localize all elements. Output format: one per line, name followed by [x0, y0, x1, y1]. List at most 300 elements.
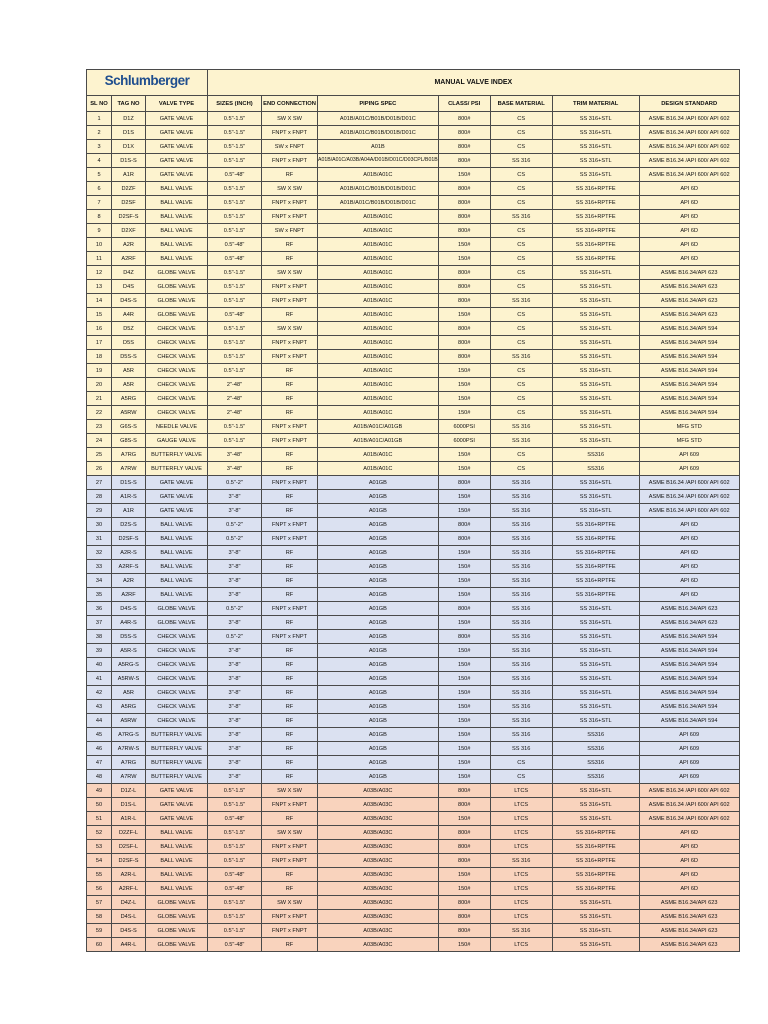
end-connection-cell: FNPT x FNPT: [262, 910, 318, 924]
piping-spec-cell: A01GB: [318, 756, 439, 770]
table-body: [87, 112, 740, 952]
end-connection-cell: FNPT x FNPT: [262, 434, 318, 448]
tag-no-cell: A2RF-S: [112, 560, 146, 574]
trim-material-cell: SS 316+STL: [552, 938, 639, 952]
end-connection-cell: FNPT x FNPT: [262, 476, 318, 490]
column-header: SIZES (INCH): [208, 96, 262, 112]
design-standard-cell: ASME B16.34/API 594: [639, 392, 739, 406]
size-cell: 3"-8": [208, 770, 262, 784]
sl-no-cell: 10: [87, 238, 112, 252]
valve-type-cell: CHECK VALVE: [146, 644, 208, 658]
tag-no-cell: A5RW-S: [112, 672, 146, 686]
size-cell: 3"-8": [208, 686, 262, 700]
design-standard-cell: ASME B16.34/API 594: [639, 364, 739, 378]
valve-type-cell: BALL VALVE: [146, 840, 208, 854]
design-standard-cell: API 609: [639, 770, 739, 784]
sl-no-cell: 8: [87, 210, 112, 224]
size-cell: 0.5"-1.5": [208, 350, 262, 364]
valve-type-cell: BALL VALVE: [146, 196, 208, 210]
tag-no-cell: A7RG-S: [112, 728, 146, 742]
tag-no-cell: D2SF-S: [112, 854, 146, 868]
sl-no-cell: 60: [87, 938, 112, 952]
piping-spec-cell: A01B/A01C: [318, 210, 439, 224]
size-cell: 2"-48": [208, 378, 262, 392]
valve-type-cell: GLOBE VALVE: [146, 266, 208, 280]
column-header: VALVE TYPE: [146, 96, 208, 112]
trim-material-cell: SS 316+STL: [552, 112, 639, 126]
size-cell: 3"-8": [208, 490, 262, 504]
class-cell: 150#: [438, 588, 490, 602]
valve-type-cell: BALL VALVE: [146, 882, 208, 896]
class-cell: 150#: [438, 560, 490, 574]
design-standard-cell: ASME B16.34/API 594: [639, 672, 739, 686]
base-material-cell: SS 316: [490, 728, 552, 742]
class-cell: 800#: [438, 910, 490, 924]
tag-no-cell: A2R-L: [112, 868, 146, 882]
tag-no-cell: A1R: [112, 504, 146, 518]
piping-spec-cell: A03B/A03C: [318, 882, 439, 896]
piping-spec-cell: A01GB: [318, 560, 439, 574]
piping-spec-cell: A01GB: [318, 742, 439, 756]
table-row: [87, 112, 740, 126]
piping-spec-cell: A01B/A01C: [318, 266, 439, 280]
design-standard-cell: API 6D: [639, 854, 739, 868]
column-header: DESIGN STANDARD: [639, 96, 739, 112]
sl-no-cell: 5: [87, 168, 112, 182]
valve-type-cell: BALL VALVE: [146, 238, 208, 252]
design-standard-cell: ASME B16.34/API 594: [639, 406, 739, 420]
end-connection-cell: RF: [262, 756, 318, 770]
piping-spec-cell: A01B/A01C: [318, 378, 439, 392]
piping-spec-cell: A01GB: [318, 532, 439, 546]
class-cell: 800#: [438, 322, 490, 336]
class-cell: 150#: [438, 238, 490, 252]
trim-material-cell: SS 316+STL: [552, 364, 639, 378]
end-connection-cell: SW x FNPT: [262, 224, 318, 238]
base-material-cell: CS: [490, 770, 552, 784]
table-row: [87, 168, 740, 182]
table-row: [87, 406, 740, 420]
design-standard-cell: ASME B16.34 /API 600/ API 602: [639, 154, 739, 168]
valve-type-cell: GATE VALVE: [146, 490, 208, 504]
tag-no-cell: A7RG: [112, 756, 146, 770]
size-cell: 0.5"-48": [208, 252, 262, 266]
piping-spec-cell: A01B/A01C: [318, 280, 439, 294]
end-connection-cell: FNPT x FNPT: [262, 532, 318, 546]
trim-material-cell: SS316: [552, 462, 639, 476]
table-row: [87, 798, 740, 812]
sl-no-cell: 30: [87, 518, 112, 532]
tag-no-cell: A4R-L: [112, 938, 146, 952]
design-standard-cell: ASME B16.34 /API 600/ API 602: [639, 126, 739, 140]
trim-material-cell: SS 316+STL: [552, 798, 639, 812]
tag-no-cell: A5RG: [112, 700, 146, 714]
sl-no-cell: 43: [87, 700, 112, 714]
tag-no-cell: D1Z-L: [112, 784, 146, 798]
class-cell: 6000PSI: [438, 434, 490, 448]
class-cell: 150#: [438, 308, 490, 322]
company-logo: Schlumberger: [104, 73, 190, 88]
end-connection-cell: FNPT x FNPT: [262, 196, 318, 210]
valve-type-cell: GATE VALVE: [146, 126, 208, 140]
size-cell: 0.5"-1.5": [208, 182, 262, 196]
trim-material-cell: SS 316+STL: [552, 812, 639, 826]
table-row: [87, 742, 740, 756]
valve-type-cell: CHECK VALVE: [146, 392, 208, 406]
design-standard-cell: ASME B16.34/API 594: [639, 714, 739, 728]
table-row: [87, 196, 740, 210]
size-cell: 0.5"-48": [208, 882, 262, 896]
table-row: [87, 518, 740, 532]
valve-type-cell: GATE VALVE: [146, 112, 208, 126]
end-connection-cell: RF: [262, 938, 318, 952]
sl-no-cell: 51: [87, 812, 112, 826]
trim-material-cell: SS 316+STL: [552, 700, 639, 714]
piping-spec-cell: A01GB: [318, 770, 439, 784]
tag-no-cell: D2SF-L: [112, 840, 146, 854]
sl-no-cell: 39: [87, 644, 112, 658]
tag-no-cell: D4S-S: [112, 924, 146, 938]
table-row: [87, 700, 740, 714]
sl-no-cell: 25: [87, 448, 112, 462]
design-standard-cell: ASME B16.34/API 594: [639, 700, 739, 714]
design-standard-cell: ASME B16.34 /API 600/ API 602: [639, 504, 739, 518]
class-cell: 800#: [438, 224, 490, 238]
end-connection-cell: FNPT x FNPT: [262, 602, 318, 616]
base-material-cell: CS: [490, 126, 552, 140]
end-connection-cell: RF: [262, 308, 318, 322]
trim-material-cell: SS 316+STL: [552, 406, 639, 420]
design-standard-cell: API 6D: [639, 224, 739, 238]
class-cell: 800#: [438, 826, 490, 840]
trim-material-cell: SS 316+STL: [552, 420, 639, 434]
class-cell: 150#: [438, 364, 490, 378]
size-cell: 0.5"-1.5": [208, 112, 262, 126]
table-row: [87, 378, 740, 392]
base-material-cell: CS: [490, 252, 552, 266]
end-connection-cell: FNPT x FNPT: [262, 630, 318, 644]
trim-material-cell: SS 316+STL: [552, 322, 639, 336]
piping-spec-cell: A03B/A03C: [318, 868, 439, 882]
valve-type-cell: GATE VALVE: [146, 476, 208, 490]
valve-type-cell: CHECK VALVE: [146, 336, 208, 350]
size-cell: 0.5"-1.5": [208, 420, 262, 434]
piping-spec-cell: A01GB: [318, 616, 439, 630]
base-material-cell: SS 316: [490, 672, 552, 686]
table-row: [87, 546, 740, 560]
valve-type-cell: BUTTERFLY VALVE: [146, 462, 208, 476]
size-cell: 0.5"-48": [208, 812, 262, 826]
design-standard-cell: ASME B16.34/API 594: [639, 322, 739, 336]
valve-type-cell: BALL VALVE: [146, 546, 208, 560]
design-standard-cell: ASME B16.34 /API 600/ API 602: [639, 490, 739, 504]
piping-spec-cell: A01GB: [318, 630, 439, 644]
table-row: [87, 686, 740, 700]
column-header: TAG NO: [112, 96, 146, 112]
sl-no-cell: 58: [87, 910, 112, 924]
base-material-cell: SS 316: [490, 714, 552, 728]
valve-type-cell: BALL VALVE: [146, 868, 208, 882]
sl-no-cell: 42: [87, 686, 112, 700]
design-standard-cell: API 6D: [639, 182, 739, 196]
base-material-cell: SS 316: [490, 644, 552, 658]
end-connection-cell: SW X SW: [262, 784, 318, 798]
column-header-row: [87, 96, 740, 112]
design-standard-cell: ASME B16.34/API 594: [639, 630, 739, 644]
sl-no-cell: 41: [87, 672, 112, 686]
trim-material-cell: SS 316+STL: [552, 784, 639, 798]
trim-material-cell: SS 316+STL: [552, 672, 639, 686]
end-connection-cell: RF: [262, 448, 318, 462]
tag-no-cell: A1R: [112, 168, 146, 182]
sl-no-cell: 28: [87, 490, 112, 504]
piping-spec-cell: A01GB: [318, 644, 439, 658]
piping-spec-cell: A03B/A03C: [318, 896, 439, 910]
sl-no-cell: 19: [87, 364, 112, 378]
base-material-cell: SS 316: [490, 574, 552, 588]
table-row: [87, 658, 740, 672]
design-standard-cell: ASME B16.34/API 623: [639, 938, 739, 952]
class-cell: 150#: [438, 686, 490, 700]
class-cell: 150#: [438, 378, 490, 392]
tag-no-cell: D4S: [112, 280, 146, 294]
valve-type-cell: BUTTERFLY VALVE: [146, 448, 208, 462]
class-cell: 800#: [438, 294, 490, 308]
base-material-cell: CS: [490, 462, 552, 476]
size-cell: 3"-8": [208, 546, 262, 560]
piping-spec-cell: A01GB: [318, 588, 439, 602]
tag-no-cell: A5RG: [112, 392, 146, 406]
design-standard-cell: API 6D: [639, 574, 739, 588]
tag-no-cell: A5R-S: [112, 644, 146, 658]
piping-spec-cell: A01B/A01C: [318, 462, 439, 476]
class-cell: 150#: [438, 392, 490, 406]
end-connection-cell: RF: [262, 700, 318, 714]
table-row: [87, 938, 740, 952]
table-row: [87, 560, 740, 574]
class-cell: 150#: [438, 168, 490, 182]
design-standard-cell: ASME B16.34 /API 600/ API 602: [639, 168, 739, 182]
table-row: [87, 238, 740, 252]
piping-spec-cell: A01B/A01C: [318, 294, 439, 308]
sl-no-cell: 26: [87, 462, 112, 476]
class-cell: 150#: [438, 756, 490, 770]
tag-no-cell: D5S-S: [112, 630, 146, 644]
base-material-cell: SS 316: [490, 294, 552, 308]
sl-no-cell: 56: [87, 882, 112, 896]
base-material-cell: LTCS: [490, 868, 552, 882]
sl-no-cell: 40: [87, 658, 112, 672]
size-cell: 3"-8": [208, 588, 262, 602]
size-cell: 3"-48": [208, 448, 262, 462]
size-cell: 0.5"-1.5": [208, 364, 262, 378]
valve-type-cell: BALL VALVE: [146, 560, 208, 574]
tag-no-cell: A2RF: [112, 588, 146, 602]
tag-no-cell: A2RF-L: [112, 882, 146, 896]
end-connection-cell: RF: [262, 588, 318, 602]
sl-no-cell: 15: [87, 308, 112, 322]
class-cell: 150#: [438, 812, 490, 826]
class-cell: 150#: [438, 868, 490, 882]
class-cell: 150#: [438, 742, 490, 756]
piping-spec-cell: A03B/A03C: [318, 910, 439, 924]
design-standard-cell: ASME B16.34/API 594: [639, 336, 739, 350]
end-connection-cell: FNPT x FNPT: [262, 420, 318, 434]
class-cell: 150#: [438, 882, 490, 896]
sl-no-cell: 50: [87, 798, 112, 812]
sl-no-cell: 54: [87, 854, 112, 868]
trim-material-cell: SS 316+RPTFE: [552, 518, 639, 532]
trim-material-cell: SS 316+STL: [552, 644, 639, 658]
table-row: [87, 770, 740, 784]
end-connection-cell: FNPT x FNPT: [262, 518, 318, 532]
trim-material-cell: SS 316+RPTFE: [552, 868, 639, 882]
base-material-cell: CS: [490, 182, 552, 196]
end-connection-cell: RF: [262, 364, 318, 378]
end-connection-cell: FNPT x FNPT: [262, 336, 318, 350]
valve-type-cell: CHECK VALVE: [146, 378, 208, 392]
sl-no-cell: 38: [87, 630, 112, 644]
trim-material-cell: SS 316+RPTFE: [552, 882, 639, 896]
trim-material-cell: SS 316+RPTFE: [552, 574, 639, 588]
class-cell: 800#: [438, 210, 490, 224]
base-material-cell: SS 316: [490, 434, 552, 448]
base-material-cell: CS: [490, 448, 552, 462]
table-row: [87, 602, 740, 616]
design-standard-cell: ASME B16.34/API 623: [639, 602, 739, 616]
end-connection-cell: RF: [262, 770, 318, 784]
trim-material-cell: SS316: [552, 756, 639, 770]
valve-type-cell: CHECK VALVE: [146, 364, 208, 378]
size-cell: 0.5"-2": [208, 476, 262, 490]
base-material-cell: SS 316: [490, 742, 552, 756]
size-cell: 0.5"-2": [208, 630, 262, 644]
base-material-cell: CS: [490, 392, 552, 406]
class-cell: 150#: [438, 700, 490, 714]
valve-type-cell: GLOBE VALVE: [146, 896, 208, 910]
piping-spec-cell: A01B/A01C/B01B/D01B/D01C: [318, 112, 439, 126]
class-cell: 150#: [438, 546, 490, 560]
trim-material-cell: SS 316+RPTFE: [552, 224, 639, 238]
tag-no-cell: D1S-S: [112, 476, 146, 490]
trim-material-cell: SS316: [552, 742, 639, 756]
piping-spec-cell: A01GB: [318, 476, 439, 490]
valve-type-cell: NEEDLE VALVE: [146, 420, 208, 434]
tag-no-cell: A2RF: [112, 252, 146, 266]
end-connection-cell: FNPT x FNPT: [262, 294, 318, 308]
tag-no-cell: D2ZF-L: [112, 826, 146, 840]
title-row: [87, 70, 740, 96]
class-cell: 6000PSI: [438, 420, 490, 434]
tag-no-cell: A1R-L: [112, 812, 146, 826]
end-connection-cell: FNPT x FNPT: [262, 210, 318, 224]
design-standard-cell: API 609: [639, 756, 739, 770]
base-material-cell: SS 316: [490, 420, 552, 434]
base-material-cell: CS: [490, 406, 552, 420]
class-cell: 150#: [438, 574, 490, 588]
table-row: [87, 252, 740, 266]
size-cell: 0.5"-1.5": [208, 280, 262, 294]
size-cell: 0.5"-48": [208, 168, 262, 182]
tag-no-cell: D2SF-S: [112, 532, 146, 546]
end-connection-cell: RF: [262, 728, 318, 742]
design-standard-cell: ASME B16.34/API 623: [639, 266, 739, 280]
base-material-cell: SS 316: [490, 686, 552, 700]
table-row: [87, 630, 740, 644]
tag-no-cell: D1S-L: [112, 798, 146, 812]
sl-no-cell: 22: [87, 406, 112, 420]
base-material-cell: CS: [490, 280, 552, 294]
piping-spec-cell: A01B/A01C: [318, 224, 439, 238]
end-connection-cell: SW X SW: [262, 322, 318, 336]
trim-material-cell: SS316: [552, 448, 639, 462]
valve-type-cell: BUTTERFLY VALVE: [146, 742, 208, 756]
tag-no-cell: A5RG-S: [112, 658, 146, 672]
sl-no-cell: 9: [87, 224, 112, 238]
base-material-cell: CS: [490, 140, 552, 154]
table-row: [87, 714, 740, 728]
end-connection-cell: FNPT x FNPT: [262, 350, 318, 364]
class-cell: 800#: [438, 476, 490, 490]
base-material-cell: CS: [490, 378, 552, 392]
end-connection-cell: RF: [262, 658, 318, 672]
piping-spec-cell: A01GB: [318, 574, 439, 588]
sl-no-cell: 16: [87, 322, 112, 336]
base-material-cell: LTCS: [490, 826, 552, 840]
valve-type-cell: GATE VALVE: [146, 168, 208, 182]
valve-type-cell: CHECK VALVE: [146, 658, 208, 672]
tag-no-cell: D2SF: [112, 196, 146, 210]
size-cell: 3"-8": [208, 616, 262, 630]
trim-material-cell: SS 316+STL: [552, 294, 639, 308]
trim-material-cell: SS 316+STL: [552, 924, 639, 938]
tag-no-cell: A7RW: [112, 770, 146, 784]
sl-no-cell: 59: [87, 924, 112, 938]
size-cell: 3"-8": [208, 560, 262, 574]
trim-material-cell: SS 316+STL: [552, 140, 639, 154]
table-row: [87, 840, 740, 854]
trim-material-cell: SS 316+STL: [552, 896, 639, 910]
class-cell: 800#: [438, 798, 490, 812]
trim-material-cell: SS 316+STL: [552, 686, 639, 700]
base-material-cell: LTCS: [490, 784, 552, 798]
base-material-cell: SS 316: [490, 630, 552, 644]
tag-no-cell: D4S-L: [112, 910, 146, 924]
base-material-cell: LTCS: [490, 798, 552, 812]
size-cell: 0.5"-2": [208, 602, 262, 616]
class-cell: 150#: [438, 644, 490, 658]
valve-type-cell: BALL VALVE: [146, 182, 208, 196]
class-cell: 150#: [438, 252, 490, 266]
base-material-cell: SS 316: [490, 588, 552, 602]
trim-material-cell: SS 316+RPTFE: [552, 560, 639, 574]
class-cell: 800#: [438, 630, 490, 644]
table-row: [87, 784, 740, 798]
design-standard-cell: API 6D: [639, 252, 739, 266]
table-row: [87, 350, 740, 364]
size-cell: 3"-48": [208, 462, 262, 476]
tag-no-cell: A1R-S: [112, 490, 146, 504]
piping-spec-cell: A01B/A01C: [318, 448, 439, 462]
base-material-cell: SS 316: [490, 490, 552, 504]
piping-spec-cell: A01B/A01C/B01B/D01B/D01C: [318, 182, 439, 196]
sl-no-cell: 45: [87, 728, 112, 742]
piping-spec-cell: A01B/A01C/B01B/D01B/D01C: [318, 196, 439, 210]
base-material-cell: CS: [490, 364, 552, 378]
sl-no-cell: 47: [87, 756, 112, 770]
design-standard-cell: ASME B16.34 /API 600/ API 602: [639, 784, 739, 798]
trim-material-cell: SS316: [552, 728, 639, 742]
